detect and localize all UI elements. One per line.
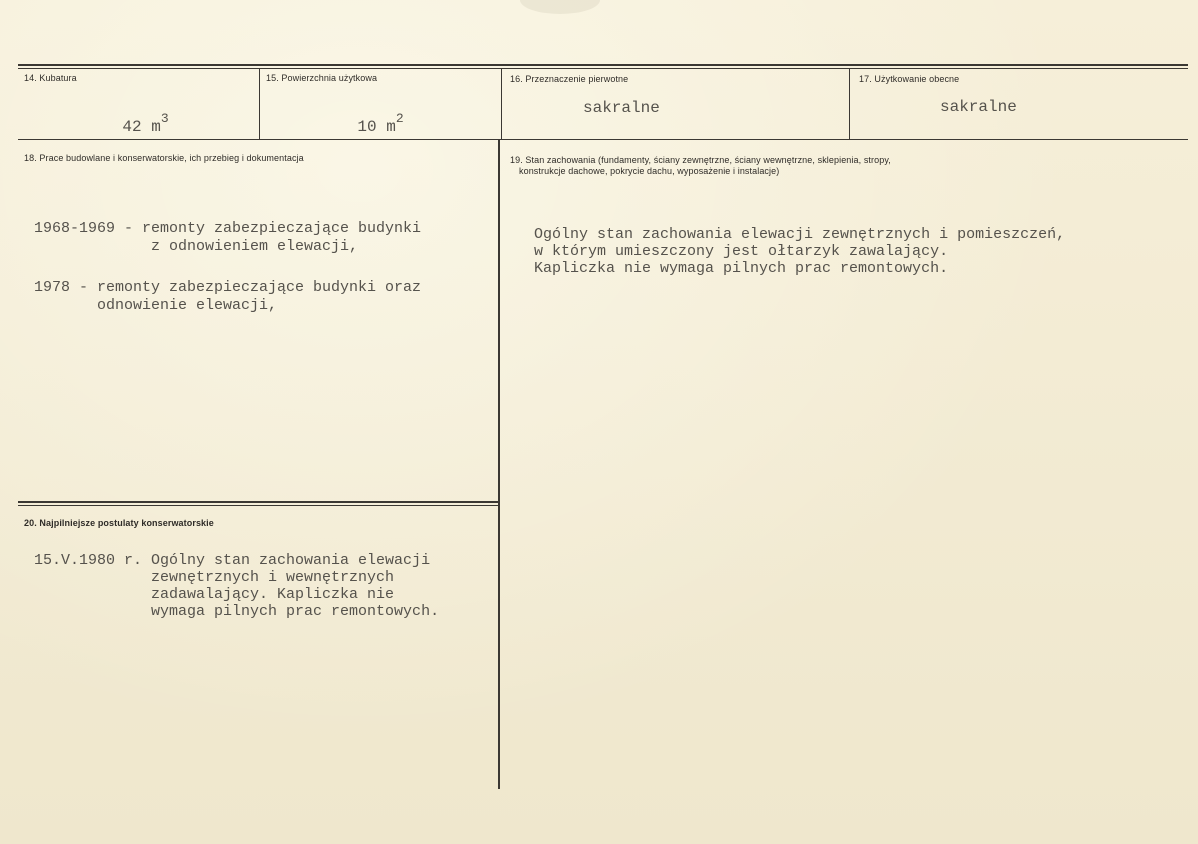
prace-line: 1968-1969 - remonty zabezpieczające budynki [34, 220, 422, 237]
kubatura-label: 14. Kubatura [24, 73, 77, 83]
przeznaczenie-value: sakralne [583, 99, 660, 117]
paper-stain [520, 0, 600, 14]
prace-line: z odnowieniem elewacji, [34, 238, 359, 255]
prace-line: odnowienie elewacji, [34, 297, 278, 314]
postulaty-line: wymaga pilnych prac remontowych. [34, 603, 440, 620]
prace-budowlane-label: 18. Prace budowlane i konserwatorskie, ich przebieg i dokumentacja [24, 153, 304, 163]
uzytkowanie-label: 17. Użytkowanie obecne [859, 74, 960, 84]
divider-15-16 [501, 68, 502, 139]
powierzchnia-label: 15. Powierzchnia użytkowa [266, 73, 378, 83]
main-vertical-divider [498, 139, 500, 789]
powierzchnia-number: 10 m [357, 118, 396, 136]
section20-top-rule-thin [18, 505, 498, 506]
row1-bottom-rule [18, 139, 1188, 140]
stan-zachowania-label-1: 19. Stan zachowania (fundamenty, ściany zewnętrzne, ściany wewnętrzne, sklepienia, stropy, [510, 155, 891, 165]
przeznaczenie-label: 16. Przeznaczenie pierwotne [510, 74, 629, 84]
kubatura-value [84, 102, 169, 153]
stan-line: Ogólny stan zachowania elewacji zewnętrznych i pomieszczeń, [534, 226, 1066, 243]
kubatura-exponent: 3 [160, 111, 169, 126]
divider-14-15 [259, 68, 260, 139]
prace-line: 1978 - remonty zabezpieczające budynki oraz [34, 279, 422, 296]
postulaty-line: 15.V.1980 r. Ogólny stan zachowania elewacji [34, 552, 431, 569]
powierzchnia-value [319, 102, 404, 153]
stan-zachowania-label-2: konstrukcje dachowe, pokrycie dachu, wyposażenie i instalacje) [519, 166, 780, 176]
divider-16-17 [849, 68, 850, 139]
postulaty-line: zadawalający. Kapliczka nie [34, 586, 395, 603]
powierzchnia-exponent: 2 [395, 111, 404, 126]
top-rule-thin [18, 68, 1188, 69]
kubatura-number: 42 m [122, 118, 161, 136]
postulaty-line: zewnętrznych i wewnętrznych [34, 569, 395, 586]
stan-line: Kapliczka nie wymaga pilnych prac remontowych. [534, 260, 949, 277]
uzytkowanie-value: sakralne [940, 98, 1017, 116]
top-rule [18, 64, 1188, 66]
postulaty-label: 20. Najpilniejsze postulaty konserwatorskie [24, 518, 214, 528]
stan-line: w którym umieszczony jest ołtarzyk zawalający. [534, 243, 949, 260]
section20-top-rule [18, 501, 498, 503]
